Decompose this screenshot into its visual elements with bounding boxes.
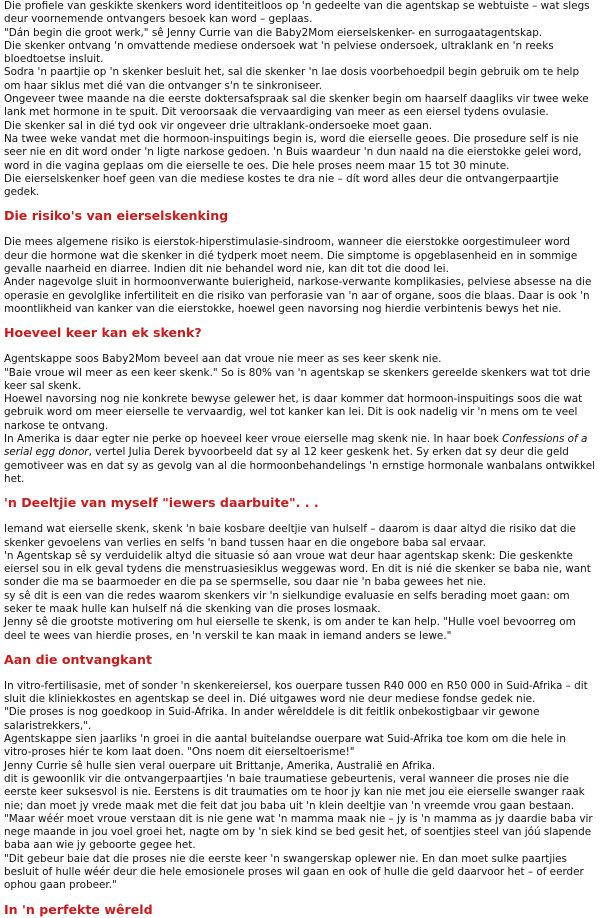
paragraph: 'n Agentskap sê sy verduidelik altyd die situasie só aan vroue wat deur haar agentskap skenk: Die geskenkte eiersel sou in elk geval tydens die menstruasiesiklus weggewas word. En dit is nié die skenker se baba nie, want sonder die ma se baarmoeder en die pa se spermselle, sou daar nie 'n baba gewees het nie.: [4, 549, 591, 589]
paragraph: Agentskappe sien jaarliks 'n groei in die aantal buitelandse ouerpare wat Suid-Afrika toe kom om die hele in vitro-proses hiér te kom laat doen. "Ons noem dit eierseltoerisme!": [4, 733, 566, 759]
paragraph: In vitro-fertilisasie, met of sonder 'n skenkereiersel, kos ouerpare tussen R40 000 en R50 000 in Suid-Afrika – dit sluit die kliniekkostes en agentskap se deel in. Dié uitgawes word nie deur mediese fondse gedek nie.: [4, 679, 588, 706]
paragraph: Iemand wat eierselle skenk, skenk 'n baie kosbare deeltjie van hulself – daarom is daar altyd die risiko dat die skenker gevoelens van verlies en selfs 'n band tussen haar en die ongebore baba sal ervaar.: [4, 523, 576, 549]
paragraph: Na twee weke vandat met die hormoon-inspuitings begin is, word die eierselle geoes. Die prosedure self is nie seer nie en dit word onder 'n ligte narkose gedoen. 'n Buis waardeur 'n dun naald na die eierstokke gelei word, word in die vagina geplaas om die eierselle te oes. Die hele proses neem maar 15 tot 30 minute.: [4, 132, 582, 172]
paragraph: Die mees algemene risiko is eierstok-hiperstimulasie-sindroom, wanneer die eierstokke oorgestimuleer word deur die hormone wat die skenker in dié tydperk moet neem. Die simptome is opgeblasenheid en in sommige gevalle naarheid en diarree. Indien dit nie behandel word nie, kan dit tot die dood lei.: [4, 236, 578, 276]
paragraph: Jenny sê die grootste motivering om hul eierselle te skenk, is om ander te kan help. "Hulle voel bevoorreg om deel te wees van hierdie proses, en 'n verskil te kan maak in iemand anders se lewe.": [4, 616, 576, 642]
paragraph: Die profiele van geskikte skenkers word identiteitloos op 'n gedeelte van die agentskap se webtuiste – wat slegs deur voornemende ontvangers besoek kan word – geplaas.: [4, 0, 590, 26]
paragraph: [4, 433, 596, 486]
paragraph: "Baie vroue wil meer as een keer skenk." So is 80% van 'n agentskap se skenkers gereelde skenkers wat tot drie keer sal skenk.: [4, 366, 591, 392]
section-heading: Aan die ontvangkant: [4, 651, 153, 667]
paragraph: "Maar wéér moet vroue verstaan dit is nie gene wat 'n mamma maak nie – jy is 'n mamma as jy daardie baba vir nege maande in jou voel groei het, nagte om by 'n siek kind se bed gesit het, of soentjies steel van jóú slapende baba aan wie jy geboorte gegee het.: [4, 812, 593, 852]
paragraph: Hoewel navorsing nog nie konkrete bewyse gelewer het, is daar kommer dat hormoon-inspuitings soos die wat gebruik word om meer eierselle te vervaardig, wel tot kanker kan lei. Dit is ook nadelig vir 'n mens om te veel narkose te ontvang.: [4, 393, 583, 432]
paragraph: Die skenker sal in dié tyd ook vir ongeveer drie ultraklank-ondersoeke moet gaan.: [4, 119, 432, 132]
section-risks: [4, 208, 596, 316]
intro-section: [4, 0, 596, 199]
section-heading: Die risiko's van eierselskenking: [4, 208, 229, 224]
book-title: Confessions of a serial egg donor: [4, 433, 588, 459]
paragraph: Jenny Currie sê hulle sien veral ouerpare uit Brittanje, Amerika, Australië en Afrika.: [4, 759, 436, 772]
section-piece-of-myself: [4, 495, 596, 643]
paragraph: "Dán begin die groot werk," sê Jenny Currie van die Baby2Mom eierselskenker- en surrogaatagentskap.: [4, 26, 543, 39]
paragraph: "Dit gebeur baie dat die proses nie die eerste keer 'n swangerskap oplewer nie. En dan moet sulke paartjies besluit of hulle wéér deur die hele emosionele proses wil gaan en ook of hulle die geld daarvoor het – of eerder ophou gaan probeer.": [4, 852, 584, 892]
paragraph: Die skenker ontvang 'n omvattende mediese ondersoek wat 'n pelviese ondersoek, ultraklank en 'n reeks bloedtoetse insluit.: [4, 39, 554, 66]
section-perfect-world: [4, 902, 596, 918]
section-heading: Hoeveel keer kan ek skenk?: [4, 325, 202, 341]
paragraph: Sodra 'n paartjie op 'n skenker besluit het, sal die skenker 'n lae dosis voorbehoedpil begin gebruik om te help om haar siklus met dié van die ontvanger s'n te sinkroniseer.: [4, 66, 580, 92]
paragraph: Agentskappe soos Baby2Mom beveel aan dat vroue nie meer as ses keer skenk nie.: [4, 353, 442, 366]
paragraph: "Die proses is nog goedkoop in Suid-Afrika. In ander wêrelddele is dit feitlik onbekostigbaar vir gewone salaristrekkers,".: [4, 706, 540, 732]
section-heading: 'n Deeltjie van myself "iewers daarbuite". . .: [4, 495, 319, 511]
paragraph: dit is gewoonlik vir die ontvangerpaartjies 'n baie traumatiese gebeurtenis, veral wanneer die proses nie die eerste keer suksesvol is nie. Eerstens is dit traumaties om te hoor jy kan nie met jou eie eierselle swanger raak nie; dan moet jy vrede maak met die feit dat jou baba uit 'n klein deeltjie van 'n vreemde vrou gaan bestaan.: [4, 772, 585, 812]
paragraph: Die eierselskenker hoef geen van die mediese kostes te dra nie – dít word alles deur die ontvangerpaartjie gedek.: [4, 172, 559, 199]
text-run: In Amerika is daar egter nie perke op hoeveel keer vroue eierselle mag skenk nie. In haar boek: [4, 433, 503, 446]
section-heading: In 'n perfekte wêreld: [4, 901, 153, 917]
paragraph: Ander nagevolge sluit in hormoonverwante buierigheid, narkose-verwante komplikasies, pelviese absesse na die operasie en gevolglike infertiliteit en die risiko van perforasie van 'n aar of organe, soos die blaas. Daar is ook 'n moontlikheid van kanker van die eierstokke, hoewel geen navorsing nog hierdie verbintenis bewys het nie.: [4, 276, 592, 315]
paragraph: Ongeveer twee maande na die eerste doktersafspraak sal die skenker begin om haarself daagliks vir twee weke lank met hormone in te spuit. Dit veroorsaak die vervaardiging van meer as een eiersel tydens ovulasie.: [4, 93, 589, 119]
paragraph: sy sê dit is een van die redes waarom skenkers vir 'n sielkundige evaluasie en selfs berading moet gaan: om seker te maak hulle kan hulself ná die skenking van die proses losmaak.: [4, 589, 570, 615]
text-run: , vertel Julia Derek byvoorbeeld dat sy al 12 keer geskenk het. Sy erken dat sy deur die geld gemotiveer was en dat sy as gevolg van al die hormoonbehandelings 'n ernstige hormonale wanbalans ontwikkel het.: [4, 446, 595, 485]
section-receiving-end: [4, 652, 596, 893]
section-how-often: [4, 325, 596, 486]
